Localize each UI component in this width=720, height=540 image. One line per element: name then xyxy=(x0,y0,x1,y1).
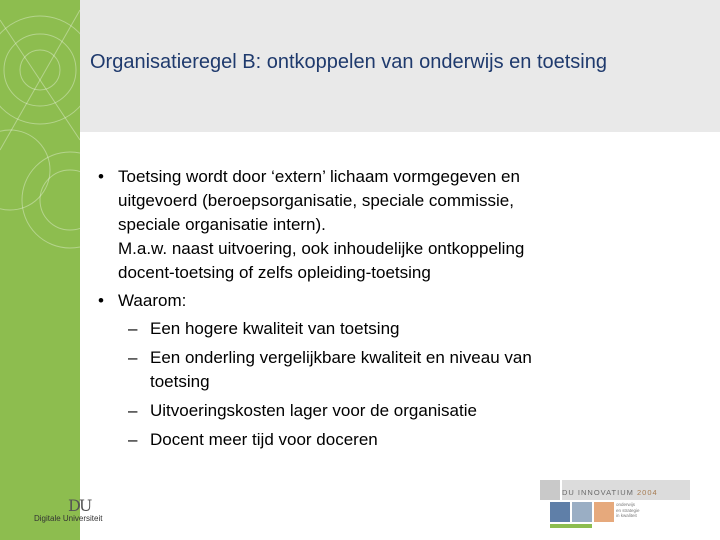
sub-bullet-marker: – xyxy=(128,319,138,338)
bullet-list xyxy=(84,165,704,457)
logo-square xyxy=(594,502,614,522)
bullet-item xyxy=(84,165,704,285)
logo-square xyxy=(550,502,570,522)
sub-bullet-item xyxy=(84,346,704,394)
bullet-text-line: uitgevoerd (beroepsorganisatie, speciale commissie, xyxy=(118,191,514,210)
sub-bullet-text-line: Een hogere kwaliteit van toetsing xyxy=(150,319,400,338)
du-logo-text: Digitale Universiteit xyxy=(34,514,103,523)
sub-bullet-marker: – xyxy=(128,348,138,367)
bullet-marker: • xyxy=(98,167,104,186)
slide-title: Organisatieregel B: ontkoppelen van onderwijs en toetsing xyxy=(90,51,607,73)
du-innovatium-logo xyxy=(540,480,690,528)
circle-pattern-decoration xyxy=(0,0,80,540)
sub-bullet-text-line: Docent meer tijd voor doceren xyxy=(150,430,378,449)
innovatium-year: 2004 xyxy=(636,488,658,497)
sub-bullet-item xyxy=(84,317,704,341)
bullet-text-line: docent-toetsing of zelfs opleiding-toetsing xyxy=(118,263,431,282)
innovatium-name xyxy=(562,488,658,497)
bullet-text-line: speciale organisatie intern). xyxy=(118,215,326,234)
bullet-text-line: Waarom: xyxy=(118,291,187,310)
digitale-universiteit-logo xyxy=(34,496,124,536)
logo-square xyxy=(550,524,592,528)
du-logo-mark: DU xyxy=(68,496,91,515)
sub-bullet-marker: – xyxy=(128,430,138,449)
sub-bullet-text-line: toetsing xyxy=(150,372,210,391)
logo-square xyxy=(540,480,560,500)
bullet-text-line: M.a.w. naast uitvoering, ook inhoudelijke ontkoppeling xyxy=(118,239,525,258)
sub-bullet-text-line: Een onderling vergelijkbare kwaliteit en niveau van xyxy=(150,348,532,367)
bullet-text-line: Toetsing wordt door ‘extern’ lichaam vormgegeven en xyxy=(118,167,520,186)
bullet-item xyxy=(84,289,704,313)
sub-bullet-marker: – xyxy=(128,401,138,420)
sub-bullet-item xyxy=(84,399,704,423)
bullet-marker: • xyxy=(98,291,104,310)
sub-bullet-item xyxy=(84,428,704,452)
green-decorative-band xyxy=(0,0,80,540)
innovatium-name-text: DU INNOVATIUM xyxy=(562,488,634,497)
sub-bullet-text-line: Uitvoeringskosten lager voor de organisatie xyxy=(150,401,477,420)
innovatium-subtitle: onderwijs en strategie in kwaliteit xyxy=(616,502,640,518)
logo-square xyxy=(572,502,592,522)
